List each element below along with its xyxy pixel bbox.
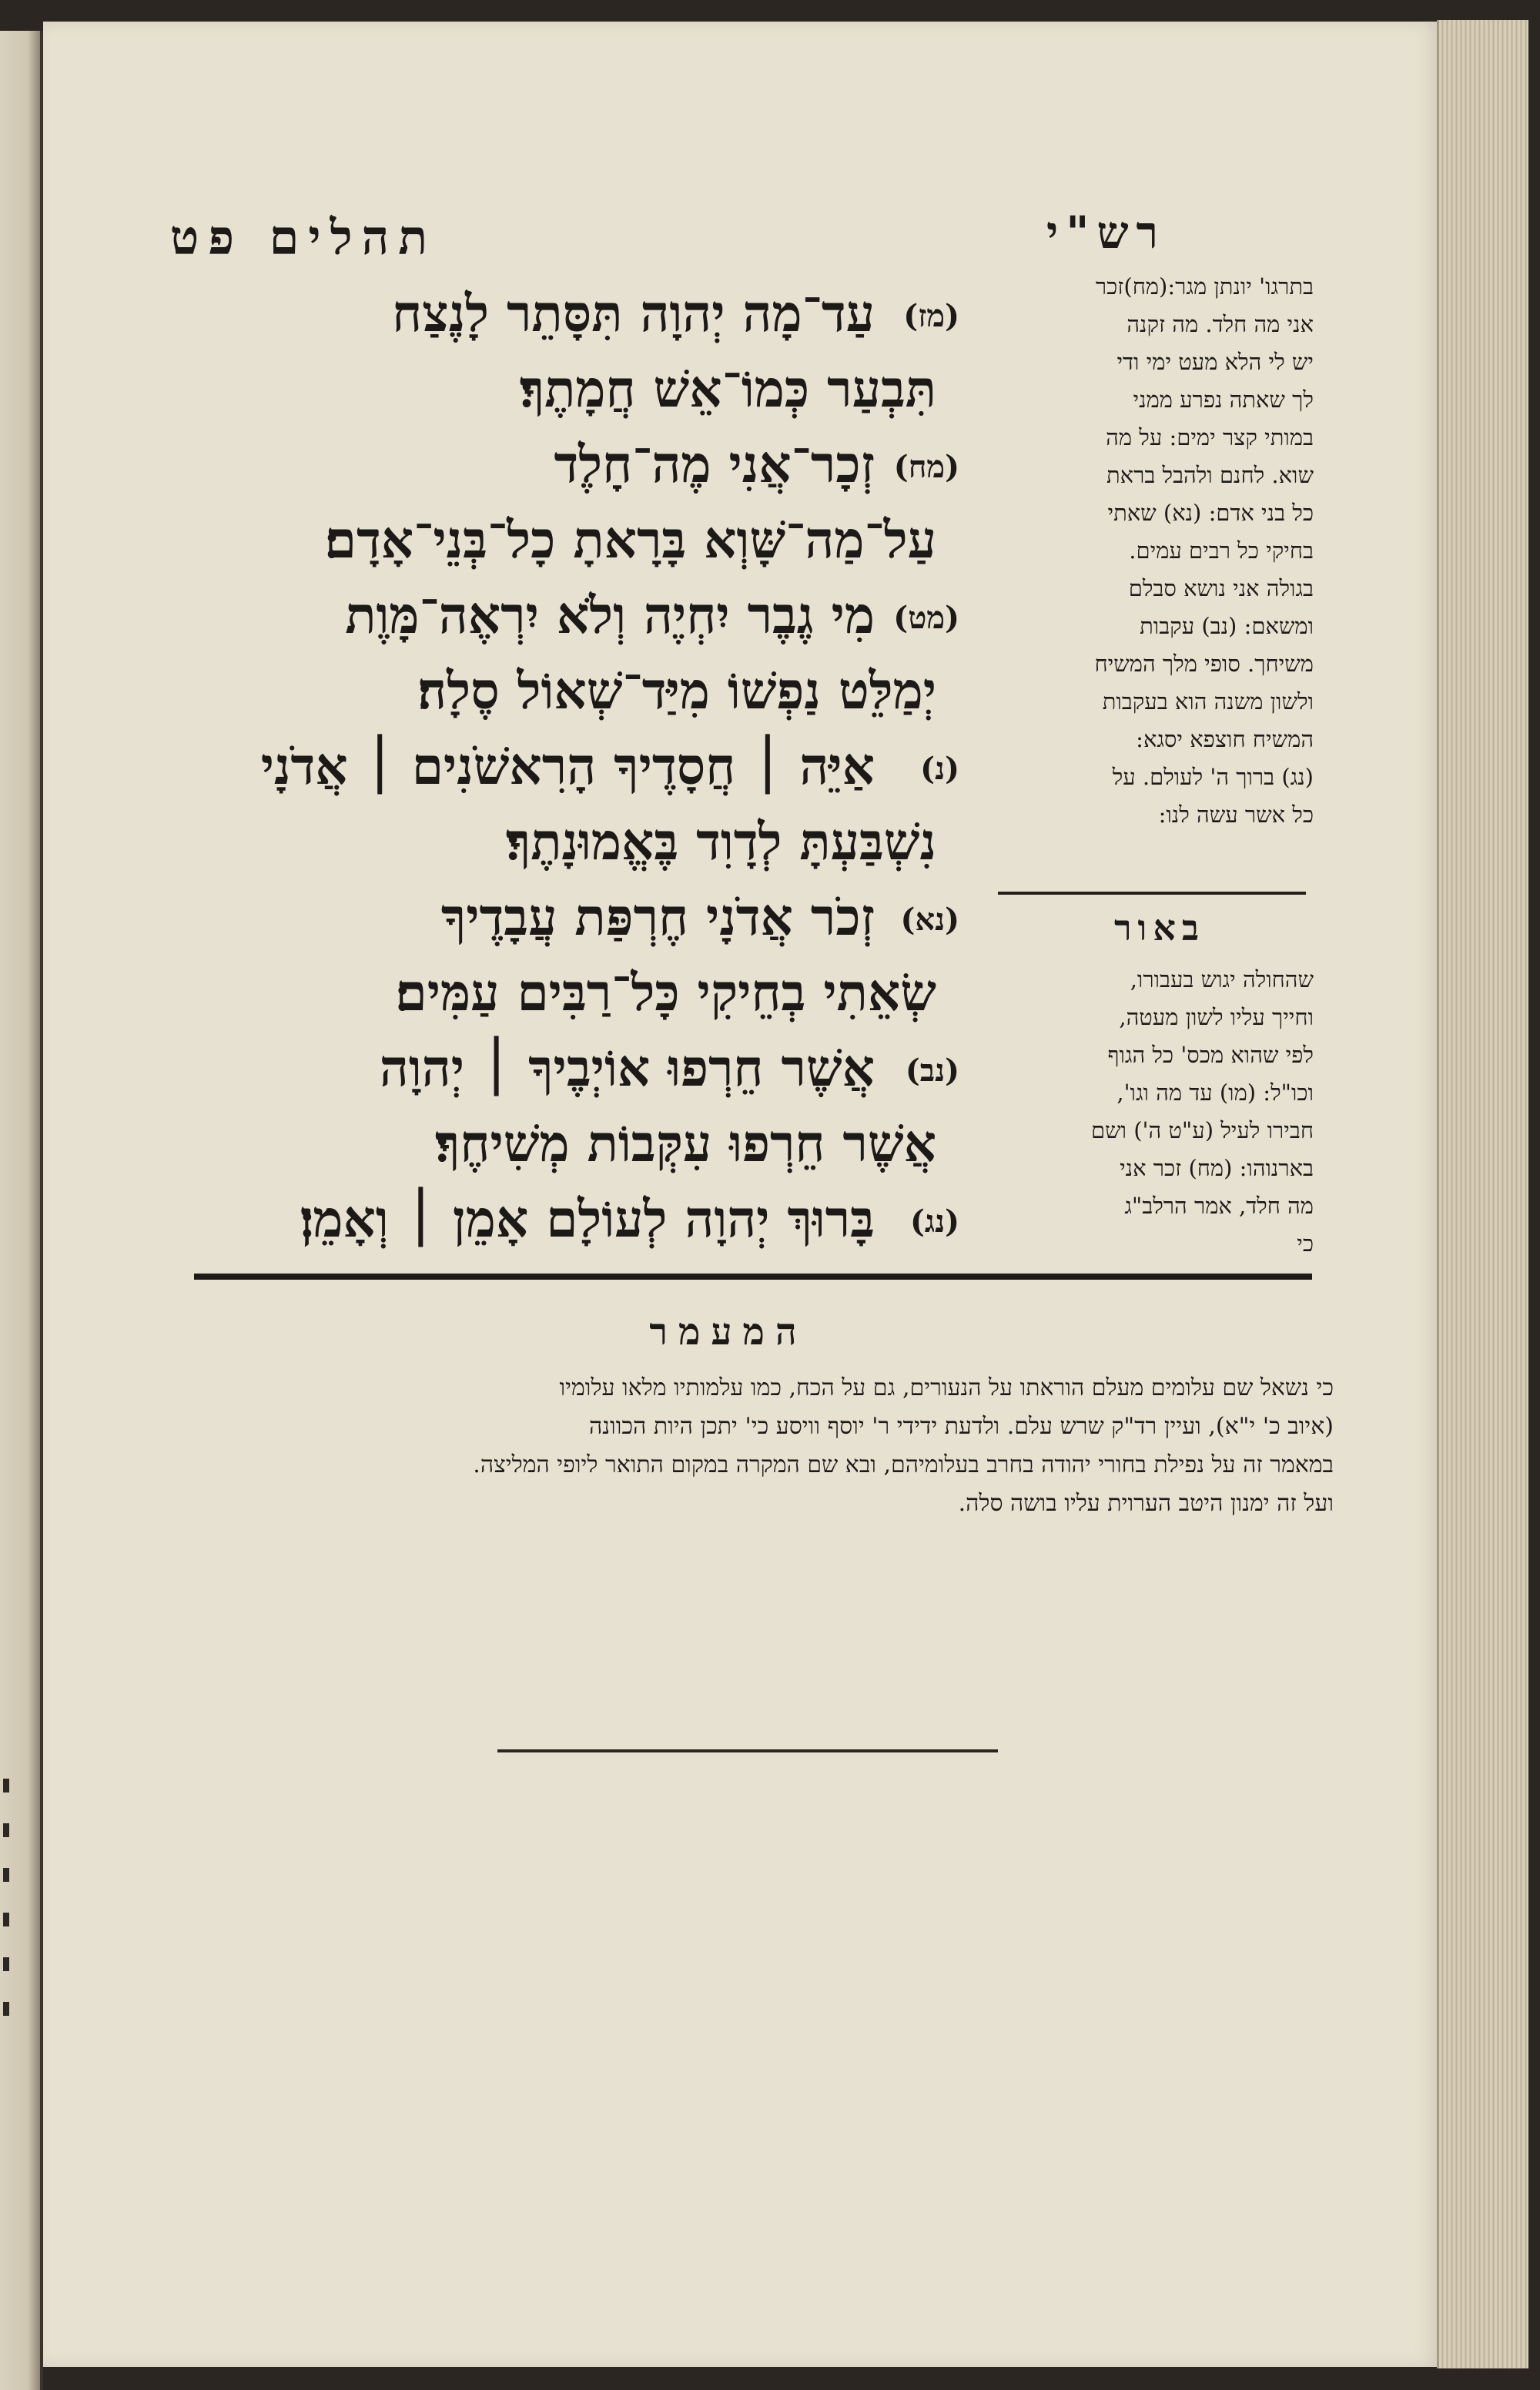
psalm-verses [166, 276, 959, 1257]
note-line: כי נשאל שם עלומים מעלם הוראתו על הנעורים, גם על הכח, כמו עלמותיו מלאו עלומיו [559, 1374, 1334, 1401]
verse-text: אַיֵּה ׀ חֲסָדֶיךָ הָרִאשֹׁנִים ׀ אֲדֹנָי [260, 736, 875, 796]
verse-line [166, 728, 959, 804]
page-title: תהלים פט [169, 209, 437, 266]
commentary-line: יש לי הלא מעט ימי ודי [1116, 349, 1314, 375]
verse-text: אֲשֶׁר חֵרְפוּ אוֹיְבֶיךָ ׀ יְהוָה [379, 1038, 875, 1098]
rashi-commentary [990, 268, 1314, 834]
verse-line [166, 577, 959, 653]
verse-line [166, 276, 959, 351]
verse-number: (מט) [893, 600, 959, 636]
page-block-edges [1437, 20, 1528, 2368]
commentary-line: כי [1297, 1230, 1314, 1257]
verse-number: (נב) [905, 1053, 959, 1089]
verse-line [166, 955, 959, 1030]
verse-line [166, 1181, 959, 1257]
verse-text: תִּבְעַר כְּמוֹ־אֵשׁ חֲמָתֶךָ׃ [519, 359, 936, 419]
commentary-line: שוא. לחנם ולהבל בראת [1106, 462, 1314, 488]
commentary-line: בתרגו' יונתן מגר:(מח)זכר [1095, 273, 1314, 300]
commentary-line: שהחולה יגוש בעבורו, [1130, 966, 1314, 992]
commentary-line: לפי שהוא מכס' כל הגוף [1107, 1042, 1314, 1068]
rashi-heading: רש"י [1046, 206, 1166, 259]
biur-commentary [990, 961, 1314, 1263]
verse-number: (נג) [909, 1203, 959, 1240]
verse-line [166, 351, 959, 427]
verse-text: יְמַלֵּט נַפְשׁוֹ מִיַּד־שְׁאוֹל סֶלָה׃ [417, 661, 936, 721]
verse-number: (נא) [900, 902, 959, 938]
book-page [43, 22, 1438, 2367]
verse-text: מִי גֶבֶר יִחְיֶה וְלֹא יִרְאֶה־מָּוֶת [345, 585, 875, 645]
commentary-line: כל אשר עשה לנו: [1158, 802, 1314, 828]
verse-text: בָּרוּךְ יְהוָה לְעוֹלָם אָמֵן ׀ וְאָמֵן׃ [300, 1189, 875, 1249]
verse-number: (מז) [903, 298, 959, 334]
verse-line [166, 502, 959, 577]
verse-line [166, 1030, 959, 1106]
commentary-line: במותי קצר ימים: על מה [1106, 424, 1314, 450]
verse-line [166, 653, 959, 728]
commentary-line: כל בני אדם: (נא) שאתי [1107, 500, 1314, 526]
verse-number: (מח) [893, 449, 959, 485]
main-divider [194, 1274, 1312, 1280]
verse-line [166, 427, 959, 502]
commentary-line: וחייך עליו לשון מעטה, [1119, 1004, 1314, 1030]
hameamer-heading: המעמר [649, 1310, 808, 1354]
commentary-line: משיחך. סופי מלך המשיח [1094, 651, 1314, 677]
verse-line [166, 1106, 959, 1181]
commentary-line: ולשון משנה הוא בעקבות [1102, 688, 1314, 715]
verse-line [166, 804, 959, 879]
commentary-line: חבירו לעיל (ע"ט ה') ושם [1090, 1117, 1314, 1143]
verse-text: זְכָר־אֲנִי מֶה־חָלֶד [554, 434, 875, 494]
biur-heading: באור [1113, 907, 1206, 949]
verse-line [166, 879, 959, 955]
note-line: ועל זה ימנון היטב הערוית עליו בושה סלה. [958, 1490, 1334, 1517]
commentary-line: המשיח חוצפא יסגא: [1136, 726, 1314, 752]
verse-text: עַל־מַה־שָּׁוְא בָּרָאתָ כָל־בְּנֵי־אָדָם׃ [324, 510, 936, 570]
verse-text: זְכֹר אֲדֹנָי חֶרְפַּת עֲבָדֶיךָ [440, 887, 875, 947]
commentary-line: אני מה חלד. מה זקנה [1127, 311, 1314, 337]
commentary-line: לך שאתה נפרע ממני [1133, 387, 1314, 413]
verse-text: נִשְׁבַּעְתָּ לְדָוִד בֶּאֱמוּנָתֶךָ׃ [505, 812, 936, 872]
commentary-line: מה חלד, אמר הרלב"ג [1124, 1193, 1314, 1219]
note-line: (איוב כ' י"א), ועיין רד"ק שרש עלם. ולדעת ידידי ר' יוסף וויסע כי' יתכן היות הכוונה [589, 1413, 1334, 1440]
end-divider [497, 1749, 998, 1752]
left-page-text-fragments [3, 1779, 18, 2047]
verse-text: שְׂאֵתִי בְחֵיקִי כָּל־רַבִּים עַמִּים׃ [395, 962, 936, 1023]
left-page-edge [0, 31, 43, 2390]
note-line: במאמר זה על נפילת בחורי יהודה בחרב בעלומיהם, ובא שם המקרה במקום התואר ליופי המליצה. [473, 1451, 1334, 1478]
section-divider [998, 892, 1306, 895]
verse-number: (נ) [920, 751, 959, 787]
commentary-line: וכו"ל: (מו) עד מה וגו', [1116, 1080, 1314, 1106]
commentary-line: בגולה אני נושא סבלם [1128, 575, 1314, 601]
commentary-line: (נג) ברוך ה' לעולם. על [1112, 764, 1314, 790]
commentary-line: בארנוהו: (מח) זכר אני [1120, 1155, 1314, 1181]
commentary-line: בחיקי כל רבים עמים. [1129, 537, 1314, 564]
hameamer-note [179, 1369, 1334, 1523]
commentary-line: ומשאם: (נב) עקבות [1140, 613, 1314, 639]
verse-text: עַד־מָה יְהוָה תִּסָּתֵר לָנֶצַח [392, 283, 875, 343]
verse-text: אֲשֶׁר חֵרְפוּ עִקְּבוֹת מְשִׁיחֶךָ׃ [435, 1113, 936, 1173]
